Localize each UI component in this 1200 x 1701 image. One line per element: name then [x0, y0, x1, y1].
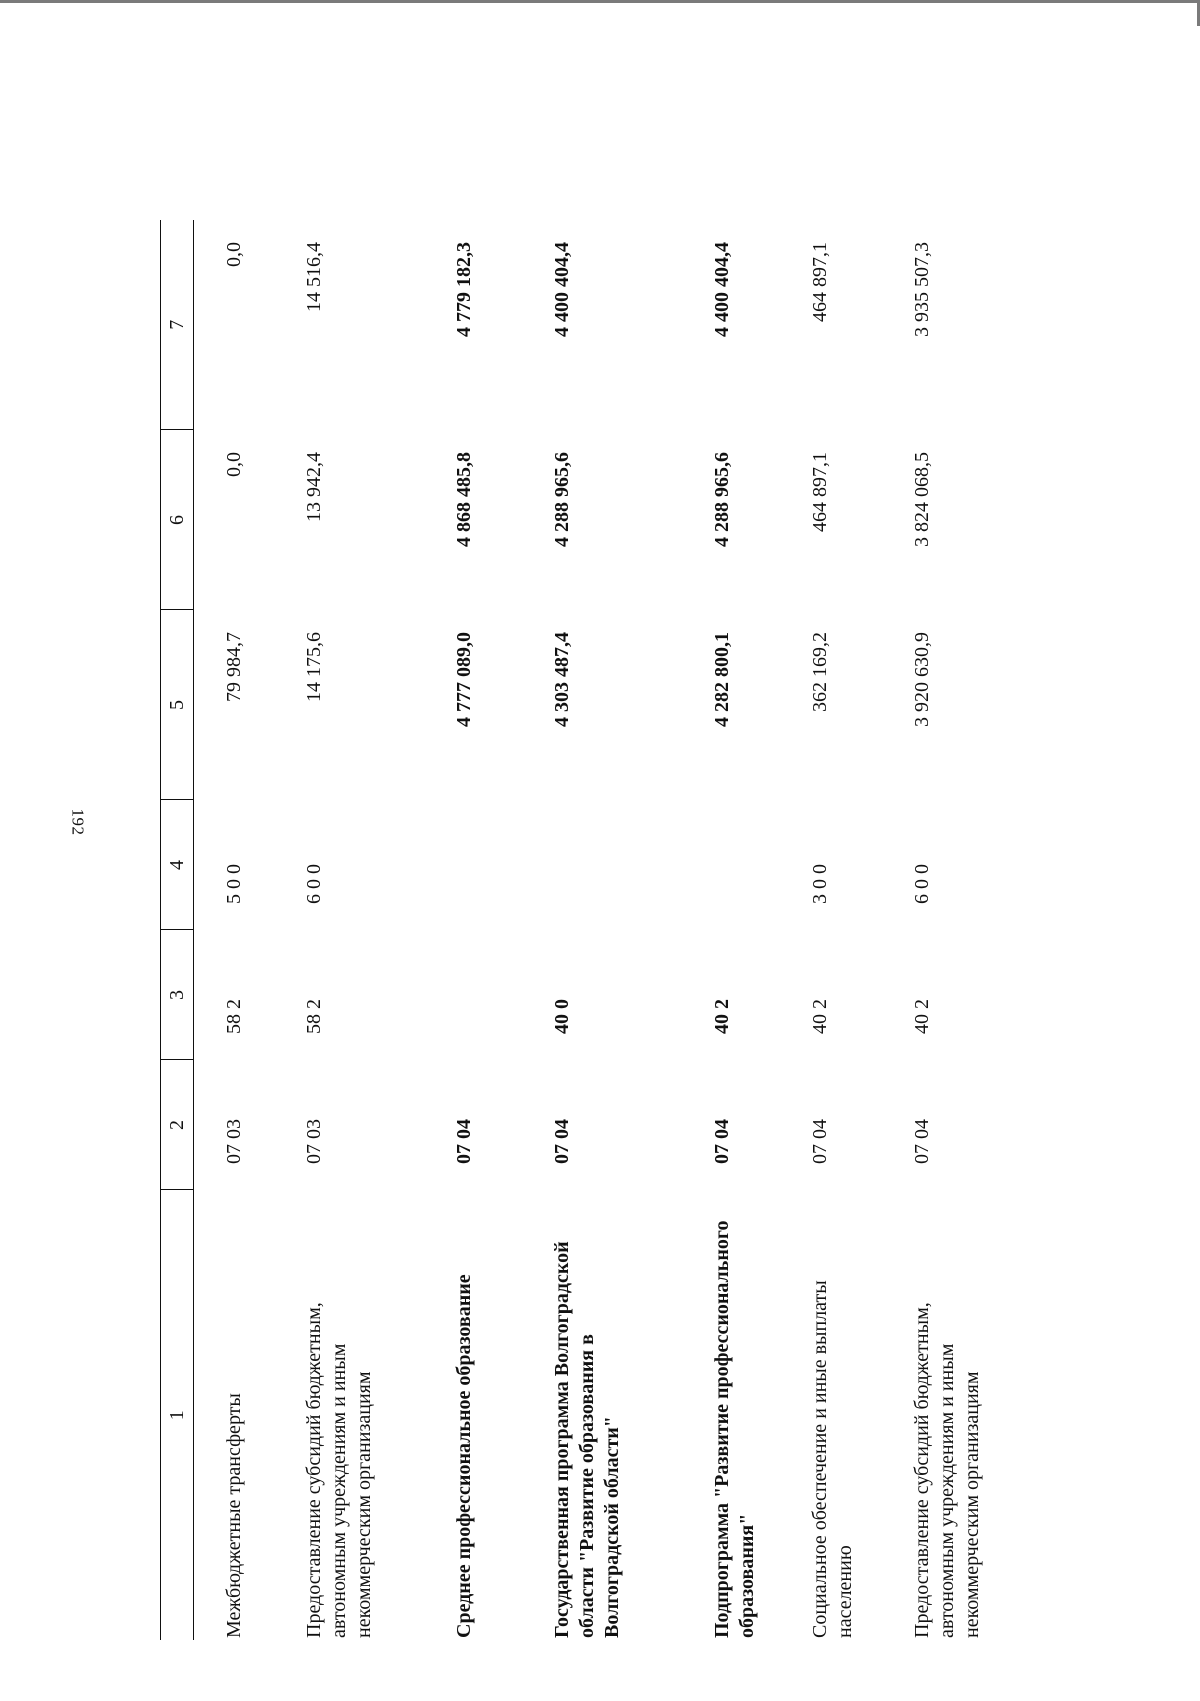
row-type: 6 0 0	[303, 864, 325, 904]
header-col-1: 1	[161, 1190, 194, 1640]
row-value-6: 13 942,4	[303, 452, 325, 522]
scan-top-edge	[0, 0, 1200, 3]
row-value-7: 14 516,4	[303, 242, 325, 312]
row-name: Среднее профессиональное образование	[453, 1274, 475, 1638]
row-section: 07 04	[911, 1119, 933, 1164]
row-target	[452, 930, 550, 1060]
spacer-cell	[194, 220, 223, 1640]
row-value-5: 3 920 630,9	[911, 632, 933, 727]
row-name: Межбюджетные трансферты	[223, 1393, 245, 1638]
table-row	[808, 220, 910, 1640]
row-value-5: 4 282 800,1	[711, 632, 733, 727]
table-row	[452, 220, 550, 1640]
row-target: 40 0	[551, 999, 573, 1034]
row-value-5: 79 984,7	[223, 632, 245, 702]
header-col-3: 3	[161, 930, 194, 1060]
header-row	[161, 220, 194, 1640]
row-value-7: 4 400 404,4	[711, 242, 733, 337]
row-target: 40 2	[711, 999, 733, 1034]
row-section: 07 03	[223, 1119, 245, 1164]
row-type: 6 0 0	[911, 864, 933, 904]
row-value-7: 4 779 182,3	[453, 242, 475, 337]
row-value-5: 362 169,2	[809, 632, 831, 712]
row-section: 07 04	[453, 1119, 475, 1164]
row-value-7: 3 935 507,3	[911, 242, 933, 337]
row-type	[550, 800, 710, 930]
row-target: 40 2	[911, 999, 933, 1034]
table-row	[302, 220, 452, 1640]
table-row	[710, 220, 808, 1640]
table-header	[161, 220, 194, 1640]
page-number: 192	[68, 808, 88, 836]
row-value-5: 14 175,6	[303, 632, 325, 702]
row-value-6: 4 288 965,6	[551, 452, 573, 547]
table-body	[194, 220, 1061, 1640]
table-row	[910, 220, 1060, 1640]
row-name: Предоставление субсидий бюджетным, автономным учреждениям и иным некоммерческим организациям	[303, 1302, 375, 1638]
row-value-6: 0,0	[223, 452, 245, 477]
row-section: 07 04	[809, 1119, 831, 1164]
row-target: 58 2	[223, 999, 245, 1034]
row-value-6: 464 897,1	[809, 452, 831, 532]
row-name: Государственная программа Волгоградской области "Развитие образования в Волгоградской области"	[551, 1241, 623, 1638]
row-name: Социальное обеспечение и иные выплаты населению	[809, 1280, 856, 1638]
row-name: Предоставление субсидий бюджетным, автономным учреждениям и иным некоммерческим организациям	[911, 1302, 983, 1638]
row-value-7: 0,0	[223, 242, 245, 267]
row-value-7: 464 897,1	[809, 242, 831, 322]
row-value-6: 4 868 485,8	[453, 452, 475, 547]
row-name: Подпрограмма "Развитие профессионального образования"	[711, 1220, 758, 1638]
row-value-5: 4 777 089,0	[453, 632, 475, 727]
table-row	[550, 220, 710, 1640]
header-col-5: 5	[161, 610, 194, 800]
budget-table	[160, 220, 1060, 1640]
row-section: 07 03	[303, 1119, 325, 1164]
header-col-6: 6	[161, 430, 194, 610]
row-type: 5 0 0	[223, 864, 245, 904]
row-value-6: 3 824 068,5	[911, 452, 933, 547]
row-target: 40 2	[809, 999, 831, 1034]
row-value-7: 4 400 404,4	[551, 242, 573, 337]
row-type	[710, 800, 808, 930]
row-value-5: 4 303 487,4	[551, 632, 573, 727]
row-type: 3 0 0	[809, 864, 831, 904]
header-col-2: 2	[161, 1060, 194, 1190]
header-col-7: 7	[161, 220, 194, 430]
row-type	[452, 800, 550, 930]
table-row	[222, 220, 302, 1640]
row-value-6: 4 288 965,6	[711, 452, 733, 547]
document-sheet	[160, 220, 1180, 1640]
row-section: 07 04	[711, 1119, 733, 1164]
spacer-row	[194, 220, 223, 1640]
header-col-4: 4	[161, 800, 194, 930]
row-section: 07 04	[551, 1119, 573, 1164]
row-target: 58 2	[303, 999, 325, 1034]
